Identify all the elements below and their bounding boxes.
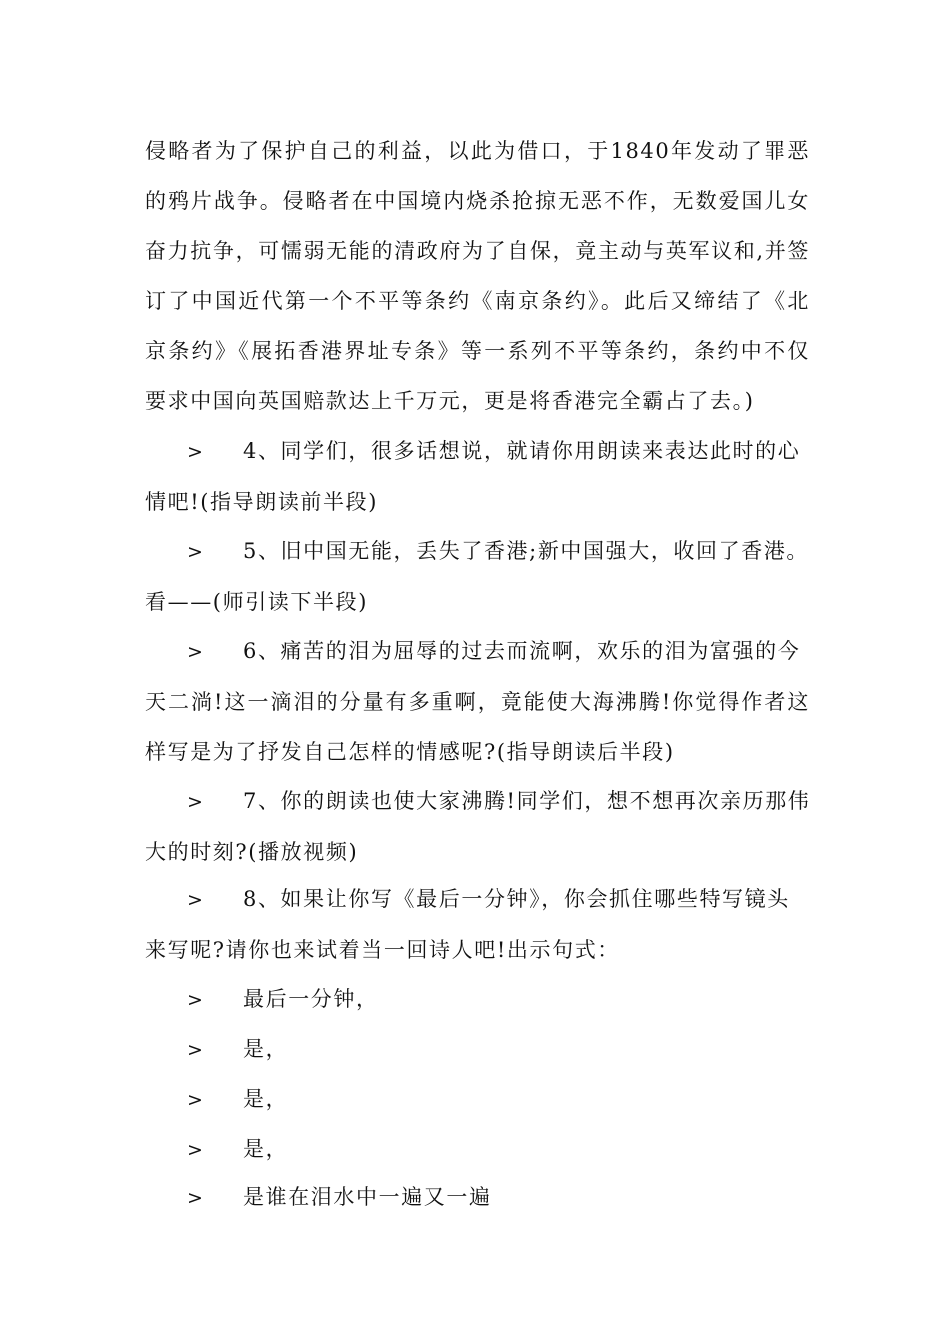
list-item: [145, 874, 810, 975]
list-item: [145, 1074, 810, 1125]
bullet-arrow-icon: >: [187, 541, 205, 563]
bullet-arrow-icon: >: [187, 1187, 205, 1209]
item-text: 是，: [243, 1037, 289, 1061]
list-item: [145, 1124, 810, 1175]
item-text: 是，: [243, 1087, 289, 1111]
bullet-arrow-icon: >: [187, 1039, 205, 1061]
list-item: [145, 974, 810, 1025]
item-text: 6、痛苦的泪为屈辱的过去而流啊，欢乐的泪为富强的今: [243, 639, 801, 663]
item-continuation: 看——(师引读下半段): [145, 590, 368, 614]
item-continuation: 来写呢?请你也来试着当一回诗人吧!出示句式：: [145, 938, 620, 962]
item-continuation: 大的时刻?(播放视频): [145, 840, 359, 864]
list-item: [145, 776, 810, 877]
item-text: 7、你的朗读也使大家沸腾!同学们，想不想再次亲历那伟: [243, 789, 811, 813]
item-text: 最后一分钟，: [243, 987, 379, 1011]
bullet-arrow-icon: >: [187, 1139, 205, 1161]
item-text: 是谁在泪水中一遍又一遍: [243, 1185, 492, 1209]
opening-paragraph: 侵略者为了保护自己的利益，以此为借口，于1840年发动了罪恶的鸦片战争。侵略者在中国境内烧杀抢掠无恶不作，无数爱国儿女奋力抗争，可懦弱无能的清政府为了自保，竟主动与英军议和,并签订了中国近代第一个不平等条约《南京条约》。此后又缔结了《北京条约》《展拓香港界址专条》等一系列不平等条约，条约中不仅要求中国向英国赔款达上千万元，更是将香港完全霸占了去。): [145, 139, 810, 413]
list-item: [145, 526, 810, 627]
list-item: [145, 1172, 810, 1223]
item-continuation: 情吧!(指导朗读前半段): [145, 490, 379, 514]
bullet-arrow-icon: >: [187, 989, 205, 1011]
item-continuation: 天二淌!这一滴泪的分量有多重啊，竟能使大海沸腾!你觉得作者这样写是为了抒发自己怎样的情感呢?(指导朗读后半段): [145, 690, 810, 764]
item-text: 5、旧中国无能，丢失了香港;新中国强大，收回了香港。: [243, 539, 810, 563]
bullet-arrow-icon: >: [187, 791, 205, 813]
bullet-arrow-icon: >: [187, 889, 205, 911]
bullet-arrow-icon: >: [187, 441, 205, 463]
bullet-arrow-icon: >: [187, 641, 205, 663]
list-item: [145, 1024, 810, 1075]
item-text: 4、同学们，很多话想说，就请你用朗读来表达此时的心: [243, 439, 801, 463]
list-item: [145, 626, 810, 777]
bullet-arrow-icon: >: [187, 1089, 205, 1111]
list-item: [145, 426, 810, 527]
item-text: 是，: [243, 1137, 289, 1161]
item-text: 8、如果让你写《最后一分钟》，你会抓住哪些特写镜头: [243, 887, 790, 911]
